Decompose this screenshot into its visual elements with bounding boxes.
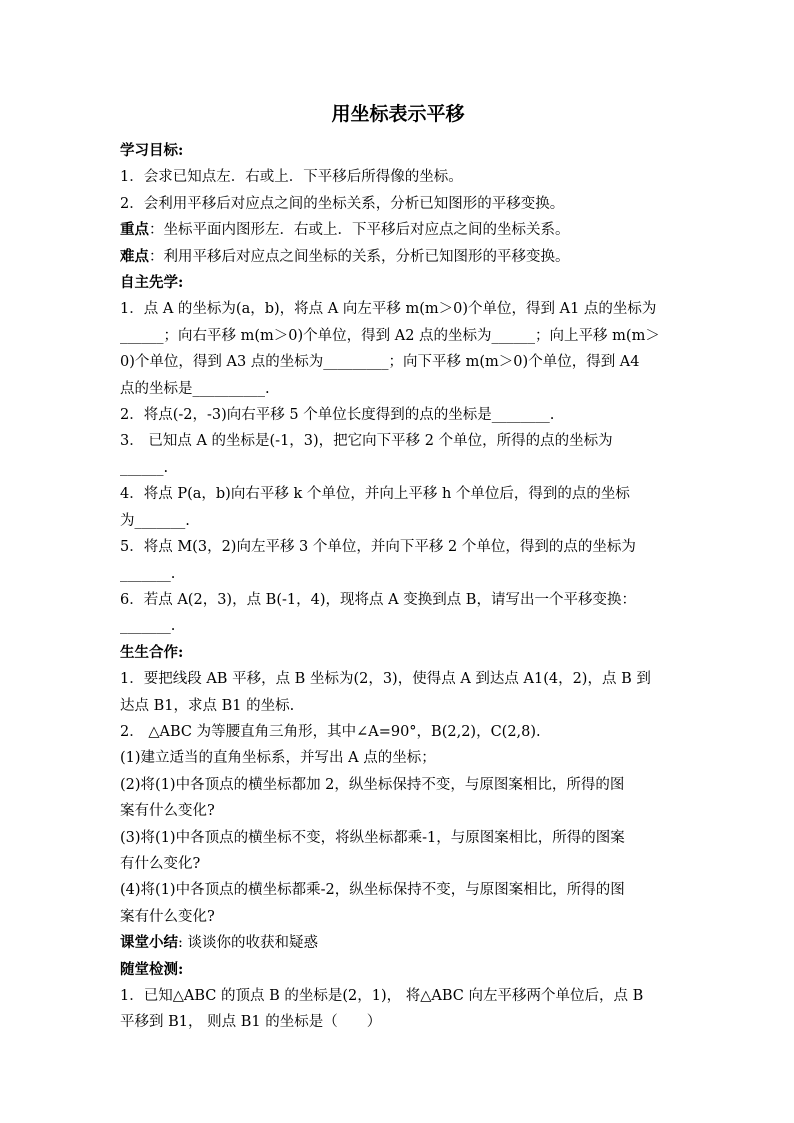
difficulty-label: 难点 <box>120 247 149 265</box>
key-text: ：坐标平面内图形左．右或上．下平移后对应点之间的坐标关系。 <box>149 222 570 239</box>
cooperation-line: 案有什么变化? <box>120 803 215 820</box>
test-heading: 随堂检测: <box>120 960 184 978</box>
selfstudy-line: 点的坐标是__________. <box>120 380 270 397</box>
summary-label: 课堂小结 <box>120 934 178 952</box>
selfstudy-line: 4．将点 P(a，b)向右平移 k 个单位，并向上平移 h 个单位后，得到的点的坐标 <box>120 486 630 503</box>
test-line: 平移到 B1， 则点 B1 的坐标是（ ） <box>120 1014 382 1031</box>
cooperation-line: (3)将(1)中各顶点的横坐标不变，将纵坐标都乘-1，与原图案相比，所得的图案 <box>120 829 625 846</box>
goal-item-1: 1．会求已知点左．右或上．下平移后所得像的坐标。 <box>120 169 463 186</box>
test-line: 1．已知△ABC 的顶点 B 的坐标是(2，1)， 将△ABC 向左平移两个单位后，点 B <box>120 988 644 1004</box>
selfstudy-line: 2．将点(-2，-3)向右平移 5 个单位长度得到的点的坐标是________. <box>120 407 555 424</box>
cooperation-line: 案有什么变化? <box>120 908 215 925</box>
selfstudy-line: 1．点 A 的坐标为(a，b)，将点 A 向左平移 m(m＞0)个单位，得到 A1 点的坐标为 <box>120 301 657 318</box>
cooperation-line: 1．要把线段 AB 平移，点 B 坐标为(2，3)，使得点 A 到达点 A1(4，2)，点 B 到 <box>120 671 651 688</box>
cooperation-line: (4)将(1)中各顶点的横坐标都乘-2，纵坐标保持不变，与原图案相比，所得的图 <box>120 882 625 899</box>
difficult-point <box>120 244 676 270</box>
selfstudy-line: 为_______. <box>120 512 190 529</box>
summary-text: : 谈谈你的收获和疑惑 <box>178 935 318 952</box>
selfstudy-line: 3． 已知点 A 的坐标是(-1，3)，把它向下平移 2 个单位，所得的点的坐标为 <box>120 433 613 450</box>
selfstudy-line: _______. <box>120 618 176 635</box>
cooperation-line: 2． △ABC 为等腰直角三角形，其中∠A=90°，B(2,2)，C(2,8). <box>120 723 541 740</box>
difficulty-text: ：利用平移后对应点之间坐标的关系，分析已知图形的平移变换。 <box>149 248 570 265</box>
goals-heading: 学习目标: <box>120 142 184 159</box>
cooperation-line: 达点 B1，求点 B1 的坐标. <box>120 697 295 714</box>
selfstudy-line: 5．将点 M(3，2)向左平移 3 个单位，并向下平移 2 个单位，得到的点的坐标为 <box>120 539 636 556</box>
cooperation-line: (1)建立适当的直角坐标系，并写出 A 点的坐标； <box>120 750 436 767</box>
key-label: 重点 <box>120 221 149 239</box>
selfstudy-heading: 自主先学: <box>120 274 184 292</box>
cooperation-line: (2)将(1)中各顶点的横坐标都加 2，纵坐标保持不变，与原图案相比，所得的图 <box>120 776 625 793</box>
selfstudy-line: _______. <box>120 565 176 582</box>
selfstudy-line: 6．若点 A(2，3)，点 B(-1，4)，现将点 A 变换到点 B，请写出一个平移变换： <box>120 591 636 608</box>
goal-item-2: 2．会利用平移后对应点之间的坐标关系，分析已知图形的平移变换。 <box>120 195 565 212</box>
selfstudy-line: 0)个单位，得到 A3 点的坐标为_________；向下平移 m(m＞0)个单位，得到 A4 <box>120 354 640 371</box>
selfstudy-line: ______；向右平移 m(m＞0)个单位，得到 A2 点的坐标为______；向上平移 m(m＞ <box>120 327 660 344</box>
key-point <box>120 217 676 243</box>
page-title: 用坐标表示平移 <box>331 103 465 125</box>
cooperation-line: 有什么变化? <box>120 855 201 872</box>
class-summary <box>120 930 676 956</box>
cooperation-heading: 生生合作: <box>120 643 184 661</box>
worksheet-page <box>120 100 676 1036</box>
selfstudy-line: ______. <box>120 459 169 476</box>
